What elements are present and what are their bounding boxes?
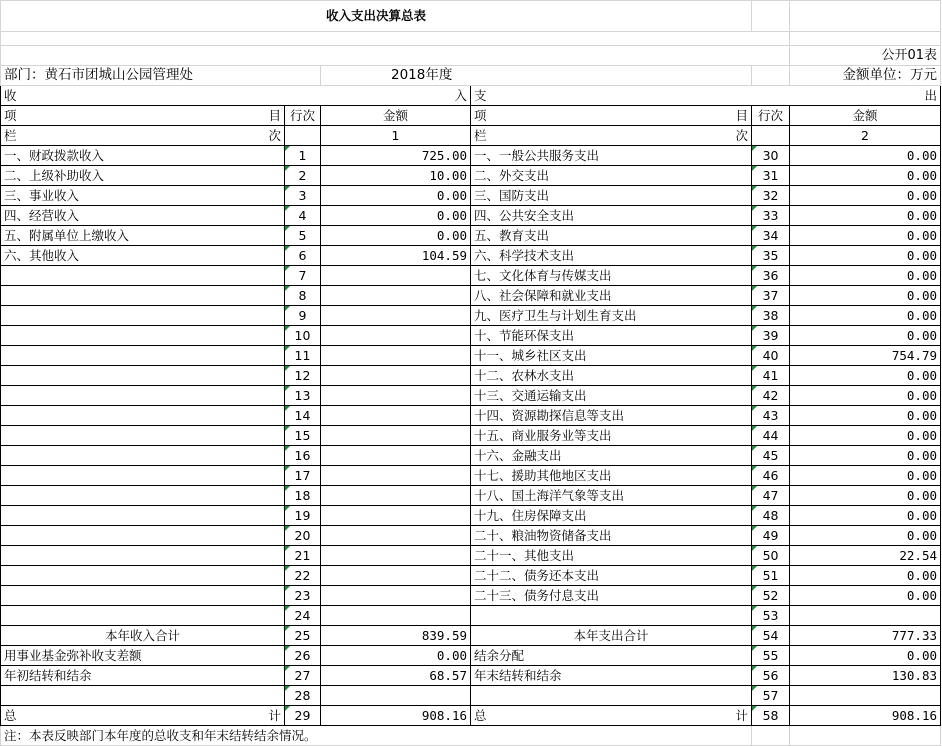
income-row-number[interactable]: 14 [285, 406, 321, 426]
table-row [1, 586, 941, 606]
expense-row-number[interactable]: 56 [752, 666, 790, 686]
income-row-number[interactable]: 29 [285, 706, 321, 726]
column-left: 栏 [4, 128, 17, 143]
expense-summary-amount[interactable]: 0.00 [790, 646, 941, 666]
expense-item-name[interactable]: 四、公共安全支出 [471, 206, 752, 226]
expense-item-name[interactable]: 八、社会保障和就业支出 [471, 286, 752, 306]
income-total-amount[interactable]: 908.16 [321, 706, 471, 726]
expense-amount[interactable]: 0.00 [790, 466, 941, 486]
empty-cell[interactable] [752, 1, 790, 32]
empty-cell[interactable] [790, 1, 941, 32]
income-label-right: 入 [454, 88, 467, 103]
table-row [1, 466, 941, 486]
table-row [1, 426, 941, 446]
expense-item-name[interactable]: 十七、援助其他地区支出 [471, 466, 752, 486]
expense-item-name[interactable] [471, 606, 752, 626]
table-row [1, 186, 941, 206]
table-row [1, 546, 941, 566]
income-amount[interactable] [321, 326, 471, 346]
expense-row-number[interactable]: 34 [752, 226, 790, 246]
expense-amount[interactable]: 0.00 [790, 266, 941, 286]
expense-row-number[interactable]: 46 [752, 466, 790, 486]
table-row [1, 146, 941, 166]
expense-item-name[interactable]: 十五、商业服务业等支出 [471, 426, 752, 446]
income-item-name[interactable] [1, 366, 285, 386]
total-right: 计 [735, 708, 749, 723]
income-item-name[interactable] [1, 286, 285, 306]
income-column-label[interactable] [1, 126, 285, 146]
expense-total-label[interactable] [471, 706, 752, 726]
total-left: 总 [4, 708, 17, 723]
empty-cell[interactable] [1, 32, 790, 46]
income-item-name[interactable] [1, 446, 285, 466]
income-amount[interactable] [321, 546, 471, 566]
income-amount[interactable] [321, 286, 471, 306]
expense-row-number[interactable]: 54 [752, 626, 790, 646]
form-code[interactable]: 公开01表 [790, 46, 941, 66]
income-amount[interactable] [321, 606, 471, 626]
expense-item-name[interactable]: 二十二、债务还本支出 [471, 566, 752, 586]
income-column-number[interactable]: 1 [321, 126, 471, 146]
expense-row-number[interactable]: 39 [752, 326, 790, 346]
expense-amount[interactable]: 0.00 [790, 386, 941, 406]
expense-row-number[interactable]: 30 [752, 146, 790, 166]
expense-row-no-header[interactable]: 行次 [752, 106, 790, 126]
expense-item-name[interactable]: 九、医疗卫生与计划生育支出 [471, 306, 752, 326]
expense-row-number[interactable]: 45 [752, 446, 790, 466]
fiscal-year[interactable]: 2018年度 [321, 66, 752, 86]
expense-amount[interactable]: 0.00 [790, 206, 941, 226]
income-row-number[interactable]: 1 [285, 146, 321, 166]
expense-row-number[interactable]: 57 [752, 686, 790, 706]
expense-item-name[interactable]: 七、文化体育与传媒支出 [471, 266, 752, 286]
income-summary-amount[interactable] [321, 686, 471, 706]
expense-item-name[interactable]: 二十一、其他支出 [471, 546, 752, 566]
expense-amount[interactable]: 0.00 [790, 486, 941, 506]
expense-row-number[interactable]: 37 [752, 286, 790, 306]
table-row [1, 606, 941, 626]
income-item-name[interactable] [1, 566, 285, 586]
footnote[interactable]: 注：本表反映部门本年度的总收支和年末结转结余情况。 [1, 726, 752, 746]
expense-column-label[interactable] [471, 126, 752, 146]
income-item-name[interactable]: 二、上级补助收入 [1, 166, 285, 186]
table-row [1, 306, 941, 326]
income-summary-name[interactable]: 用事业基金弥补收支差额 [1, 646, 285, 666]
expense-amount[interactable]: 0.00 [790, 586, 941, 606]
income-item-name[interactable] [1, 426, 285, 446]
income-amount[interactable] [321, 426, 471, 446]
income-amount[interactable]: 0.00 [321, 226, 471, 246]
empty-cell[interactable] [285, 126, 321, 146]
income-row-no-header[interactable]: 行次 [285, 106, 321, 126]
income-row-number[interactable]: 28 [285, 686, 321, 706]
expense-column-number[interactable]: 2 [790, 126, 941, 146]
expense-item-name[interactable]: 三、国防支出 [471, 186, 752, 206]
expense-row-number[interactable]: 47 [752, 486, 790, 506]
item-right: 目 [735, 108, 749, 123]
empty-cell[interactable] [752, 726, 790, 746]
income-amount[interactable] [321, 506, 471, 526]
expense-item-name[interactable]: 十九、住房保障支出 [471, 506, 752, 526]
income-row-number[interactable]: 27 [285, 666, 321, 686]
expense-summary-amount[interactable] [790, 686, 941, 706]
income-amount[interactable] [321, 266, 471, 286]
income-item-name[interactable] [1, 306, 285, 326]
income-item-name[interactable]: 六、其他收入 [1, 246, 285, 266]
expense-amount[interactable]: 0.00 [790, 226, 941, 246]
expense-row-number[interactable]: 50 [752, 546, 790, 566]
expense-item-name[interactable]: 一、一般公共服务支出 [471, 146, 752, 166]
column-right: 次 [735, 128, 749, 143]
expense-amount-header[interactable]: 金额 [790, 106, 941, 126]
income-row-number[interactable]: 9 [285, 306, 321, 326]
summary-row [1, 626, 941, 646]
table-row [1, 286, 941, 306]
expense-amount[interactable]: 0.00 [790, 366, 941, 386]
income-item-name[interactable] [1, 386, 285, 406]
income-row-number[interactable]: 6 [285, 246, 321, 266]
expense-amount[interactable]: 0.00 [790, 426, 941, 446]
income-row-number[interactable]: 8 [285, 286, 321, 306]
table-row [1, 226, 941, 246]
expense-item-name[interactable]: 十一、城乡社区支出 [471, 346, 752, 366]
income-row-number[interactable]: 2 [285, 166, 321, 186]
expense-summary-name[interactable] [471, 686, 752, 706]
empty-cell[interactable] [790, 32, 941, 46]
income-item-name[interactable] [1, 346, 285, 366]
expense-row-number[interactable]: 32 [752, 186, 790, 206]
income-row-number[interactable]: 3 [285, 186, 321, 206]
income-total-label[interactable] [1, 706, 285, 726]
expense-item-name[interactable]: 五、教育支出 [471, 226, 752, 246]
income-row-number[interactable]: 13 [285, 386, 321, 406]
income-item-name[interactable] [1, 486, 285, 506]
summary-row [1, 686, 941, 706]
income-row-number[interactable]: 10 [285, 326, 321, 346]
total-right: 计 [268, 708, 281, 723]
expense-item-name[interactable]: 二、外交支出 [471, 166, 752, 186]
summary-row [1, 666, 941, 686]
income-row-number[interactable]: 20 [285, 526, 321, 546]
table-row [1, 346, 941, 366]
table-row [1, 246, 941, 266]
summary-row [1, 646, 941, 666]
expense-amount[interactable]: 0.00 [790, 506, 941, 526]
income-row-number[interactable]: 5 [285, 226, 321, 246]
income-item-header[interactable] [1, 106, 285, 126]
income-item-name[interactable] [1, 546, 285, 566]
income-row-number[interactable]: 11 [285, 346, 321, 366]
income-summary-name[interactable]: 年初结转和结余 [1, 666, 285, 686]
expense-amount[interactable]: 0.00 [790, 146, 941, 166]
income-row-number[interactable]: 17 [285, 466, 321, 486]
income-row-number[interactable]: 21 [285, 546, 321, 566]
income-item-name[interactable] [1, 466, 285, 486]
expense-item-name[interactable]: 十四、资源勘探信息等支出 [471, 406, 752, 426]
table-row [1, 406, 941, 426]
expense-row-number[interactable]: 42 [752, 386, 790, 406]
expense-row-number[interactable]: 51 [752, 566, 790, 586]
expense-section-header[interactable] [471, 86, 941, 106]
expense-amount[interactable]: 0.00 [790, 166, 941, 186]
table-row [1, 266, 941, 286]
expense-amount[interactable]: 0.00 [790, 566, 941, 586]
expense-amount[interactable]: 0.00 [790, 526, 941, 546]
income-item-name[interactable] [1, 266, 285, 286]
income-summary-amount[interactable]: 839.59 [321, 626, 471, 646]
expense-amount[interactable]: 0.00 [790, 406, 941, 426]
table-row [1, 486, 941, 506]
income-amount[interactable]: 0.00 [321, 186, 471, 206]
income-item-name[interactable]: 五、附属单位上缴收入 [1, 226, 285, 246]
income-amount[interactable]: 104.59 [321, 246, 471, 266]
expense-row-number[interactable]: 31 [752, 166, 790, 186]
expense-row-number[interactable]: 41 [752, 366, 790, 386]
total-row [1, 706, 941, 726]
expense-row-number[interactable]: 49 [752, 526, 790, 546]
expense-summary-name[interactable]: 年末结转和结余 [471, 666, 752, 686]
expense-row-number[interactable]: 55 [752, 646, 790, 666]
expense-item-name[interactable]: 十六、金融支出 [471, 446, 752, 466]
expense-item-header[interactable] [471, 106, 752, 126]
expense-item-name[interactable]: 二十三、债务付息支出 [471, 586, 752, 606]
expense-row-number[interactable]: 44 [752, 426, 790, 446]
item-left: 项 [474, 108, 487, 123]
income-row-number[interactable]: 12 [285, 366, 321, 386]
income-row-number[interactable]: 16 [285, 446, 321, 466]
income-item-name[interactable]: 一、财政拨款收入 [1, 146, 285, 166]
income-item-name[interactable] [1, 586, 285, 606]
expense-amount[interactable]: 0.00 [790, 246, 941, 266]
table-row [1, 506, 941, 526]
expense-label-right: 出 [924, 88, 938, 103]
income-row-number[interactable]: 19 [285, 506, 321, 526]
table-row [1, 446, 941, 466]
expense-item-name[interactable]: 十八、国土海洋气象等支出 [471, 486, 752, 506]
table-row [1, 386, 941, 406]
expense-row-number[interactable]: 38 [752, 306, 790, 326]
expense-summary-amount[interactable]: 130.83 [790, 666, 941, 686]
expense-amount[interactable] [790, 606, 941, 626]
expense-amount[interactable]: 0.00 [790, 306, 941, 326]
income-item-name[interactable] [1, 526, 285, 546]
expense-label-left: 支 [474, 88, 487, 103]
income-amount-header[interactable]: 金额 [321, 106, 471, 126]
expense-row-number[interactable]: 33 [752, 206, 790, 226]
income-summary-amount[interactable]: 68.57 [321, 666, 471, 686]
income-item-name[interactable] [1, 606, 285, 626]
income-summary-amount[interactable]: 0.00 [321, 646, 471, 666]
income-item-name[interactable] [1, 326, 285, 346]
empty-cell[interactable] [790, 726, 941, 746]
expense-amount[interactable]: 0.00 [790, 446, 941, 466]
column-left: 栏 [474, 128, 487, 143]
expense-item-name[interactable]: 十、节能环保支出 [471, 326, 752, 346]
total-left: 总 [474, 708, 487, 723]
income-label-left: 收 [4, 88, 17, 103]
income-amount[interactable]: 725.00 [321, 146, 471, 166]
table-row [1, 526, 941, 546]
income-amount[interactable] [321, 366, 471, 386]
expense-item-name[interactable]: 十二、农林水支出 [471, 366, 752, 386]
empty-cell[interactable] [752, 66, 790, 86]
income-section-header[interactable] [1, 86, 471, 106]
table-row [1, 206, 941, 226]
income-item-name[interactable]: 三、事业收入 [1, 186, 285, 206]
table-row [1, 566, 941, 586]
expense-row-number[interactable]: 53 [752, 606, 790, 626]
item-right: 目 [268, 108, 281, 123]
income-row-number[interactable]: 18 [285, 486, 321, 506]
expense-amount[interactable]: 0.00 [790, 186, 941, 206]
expense-row-number[interactable]: 52 [752, 586, 790, 606]
expense-row-number[interactable]: 43 [752, 406, 790, 426]
expense-row-number[interactable]: 36 [752, 266, 790, 286]
income-row-number[interactable]: 23 [285, 586, 321, 606]
expense-amount[interactable]: 754.79 [790, 346, 941, 366]
income-summary-name[interactable]: 本年收入合计 [1, 626, 285, 646]
table-row [1, 166, 941, 186]
income-amount[interactable] [321, 466, 471, 486]
expense-amount[interactable]: 0.00 [790, 326, 941, 346]
income-amount[interactable] [321, 406, 471, 426]
income-row-number[interactable]: 7 [285, 266, 321, 286]
department-label[interactable]: 部门：黄石市团城山公园管理处 [1, 66, 321, 86]
income-item-name[interactable] [1, 406, 285, 426]
expense-total-amount[interactable]: 908.16 [790, 706, 941, 726]
income-item-name[interactable] [1, 506, 285, 526]
income-row-number[interactable]: 26 [285, 646, 321, 666]
expense-summary-name[interactable]: 结余分配 [471, 646, 752, 666]
income-amount[interactable] [321, 346, 471, 366]
expense-row-number[interactable]: 48 [752, 506, 790, 526]
expense-row-number[interactable]: 40 [752, 346, 790, 366]
income-row-number[interactable]: 22 [285, 566, 321, 586]
income-summary-name[interactable] [1, 686, 285, 706]
expense-item-name[interactable]: 二十、粮油物资储备支出 [471, 526, 752, 546]
empty-cell[interactable] [1, 46, 790, 66]
income-row-number[interactable]: 24 [285, 606, 321, 626]
table-row [1, 326, 941, 346]
expense-amount[interactable]: 0.00 [790, 286, 941, 306]
income-row-number[interactable]: 15 [285, 426, 321, 446]
income-amount[interactable] [321, 526, 471, 546]
income-row-number[interactable]: 4 [285, 206, 321, 226]
table-row [1, 366, 941, 386]
income-amount[interactable] [321, 486, 471, 506]
expense-row-number[interactable]: 58 [752, 706, 790, 726]
expense-item-name[interactable]: 十三、交通运输支出 [471, 386, 752, 406]
income-row-number[interactable]: 25 [285, 626, 321, 646]
amount-unit[interactable]: 金额单位：万元 [790, 66, 941, 86]
expense-item-name[interactable]: 六、科学技术支出 [471, 246, 752, 266]
table-title: 收入支出决算总表 [1, 1, 752, 32]
expense-amount[interactable]: 22.54 [790, 546, 941, 566]
income-amount[interactable] [321, 386, 471, 406]
expense-summary-amount[interactable]: 777.33 [790, 626, 941, 646]
column-right: 次 [268, 128, 281, 143]
income-amount[interactable]: 10.00 [321, 166, 471, 186]
income-amount[interactable] [321, 566, 471, 586]
item-left: 项 [4, 108, 17, 123]
empty-cell[interactable] [752, 126, 790, 146]
income-item-name[interactable]: 四、经营收入 [1, 206, 285, 226]
income-amount[interactable] [321, 306, 471, 326]
income-amount[interactable]: 0.00 [321, 206, 471, 226]
income-amount[interactable] [321, 586, 471, 606]
expense-row-number[interactable]: 35 [752, 246, 790, 266]
income-amount[interactable] [321, 446, 471, 466]
expense-summary-name[interactable]: 本年支出合计 [471, 626, 752, 646]
